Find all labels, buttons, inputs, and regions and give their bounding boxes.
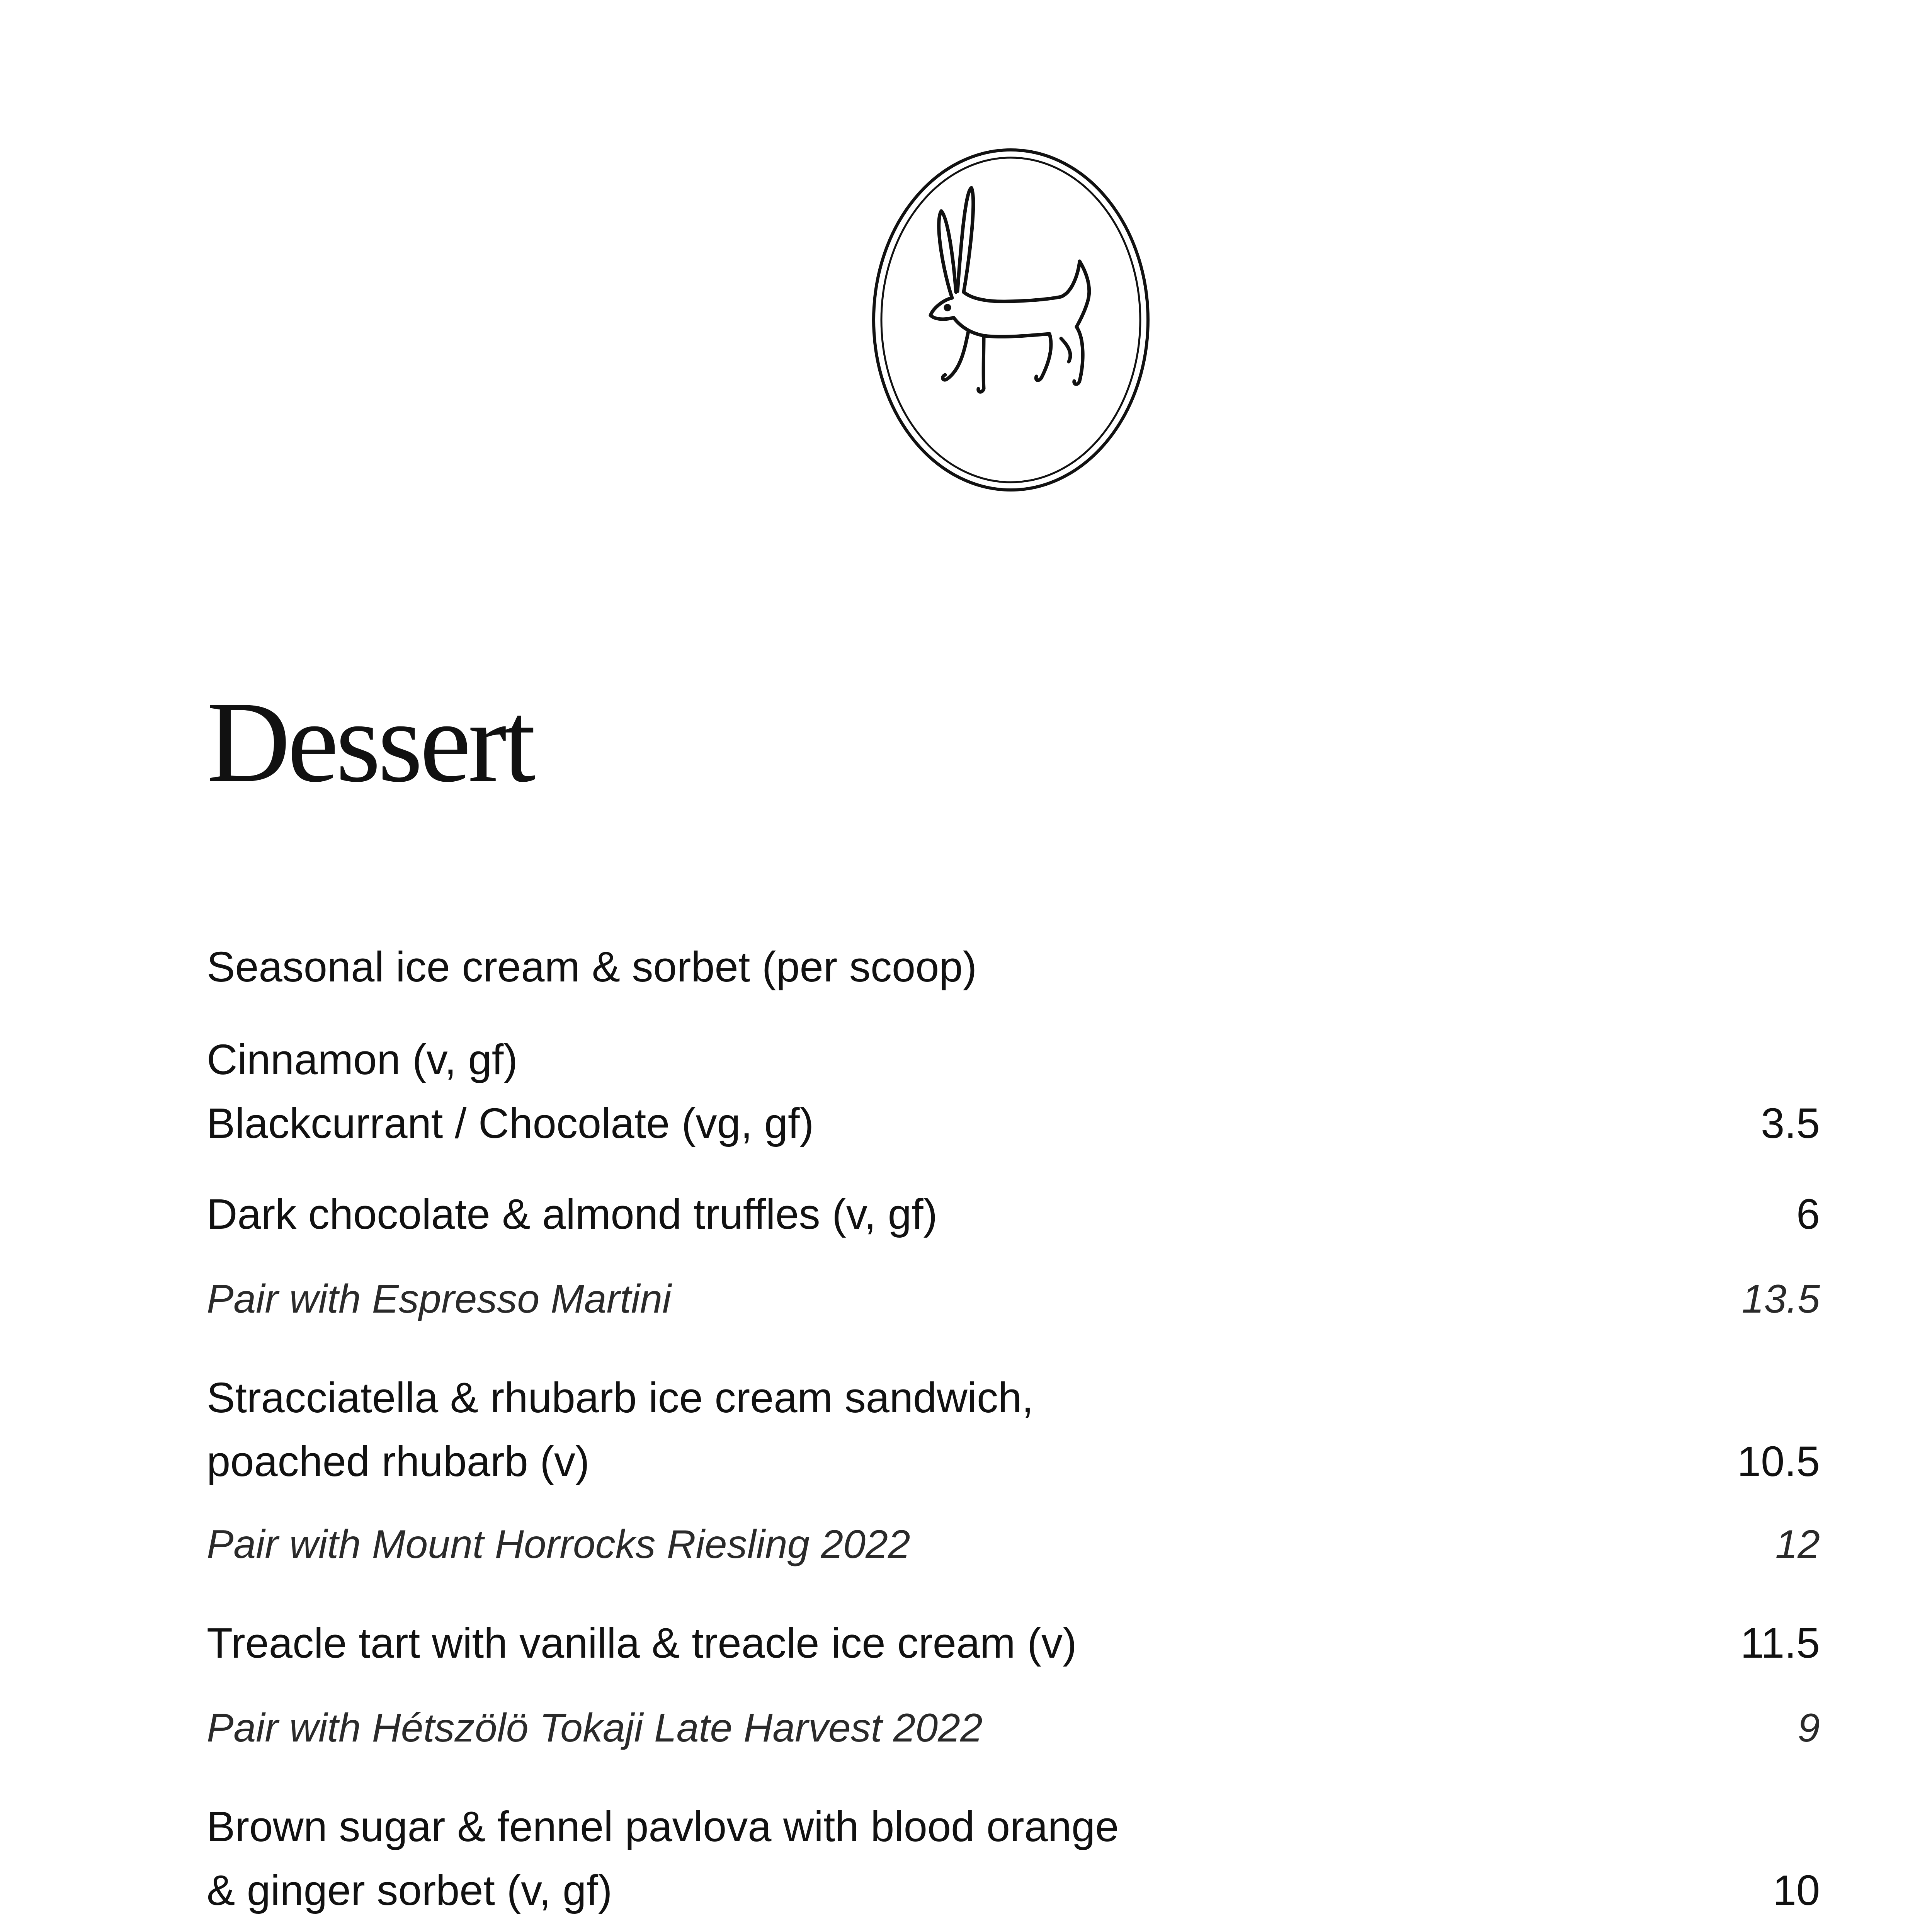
item-name-continued: Blackcurrant / Chocolate (vg, gf) bbox=[207, 1100, 814, 1147]
menu-item bbox=[207, 935, 1820, 999]
item-price: 3.5 bbox=[1761, 1100, 1820, 1147]
pairing-name: Pair with Mount Horrocks Riesling 2022 bbox=[207, 1522, 910, 1567]
pairing-price: 13.5 bbox=[1742, 1277, 1820, 1321]
item-name: Treacle tart with vanilla & treacle ice cream (v) bbox=[207, 1619, 1077, 1667]
item-price: 10.5 bbox=[1737, 1438, 1820, 1485]
page-title: Dessert bbox=[207, 678, 533, 806]
item-price: 11.5 bbox=[1740, 1619, 1820, 1667]
item-name-continued: poached rhubarb (v) bbox=[207, 1438, 590, 1485]
item-name-continued: & ginger sorbet (v, gf) bbox=[207, 1867, 612, 1914]
menu-item bbox=[207, 1366, 1820, 1493]
pairing-name: Pair with Espresso Martini bbox=[207, 1277, 672, 1321]
menu-item bbox=[207, 1028, 1820, 1155]
hare-in-oval-logo-icon bbox=[868, 145, 1154, 495]
menu-item bbox=[207, 1795, 1820, 1922]
item-name: Dark chocolate & almond truffles (v, gf) bbox=[207, 1190, 938, 1238]
item-price: 10 bbox=[1772, 1867, 1820, 1914]
item-price: 6 bbox=[1796, 1190, 1820, 1238]
pairing-price: 12 bbox=[1775, 1522, 1820, 1567]
pairing-row bbox=[207, 1696, 1820, 1760]
pairing-price: 9 bbox=[1798, 1706, 1820, 1750]
item-name: Cinnamon (v, gf) bbox=[207, 1036, 518, 1083]
menu-item bbox=[207, 1182, 1820, 1246]
item-name: Stracciatella & rhubarb ice cream sandwich, bbox=[207, 1374, 1034, 1422]
item-name: Seasonal ice cream & sorbet (per scoop) bbox=[207, 943, 977, 991]
pairing-name: Pair with Hétszölö Tokaji Late Harvest 2022 bbox=[207, 1706, 983, 1750]
pairing-row bbox=[207, 1267, 1820, 1331]
item-name: Brown sugar & fennel pavlova with blood orange bbox=[207, 1803, 1119, 1850]
pairing-row bbox=[207, 1513, 1820, 1577]
menu-item bbox=[207, 1611, 1820, 1675]
